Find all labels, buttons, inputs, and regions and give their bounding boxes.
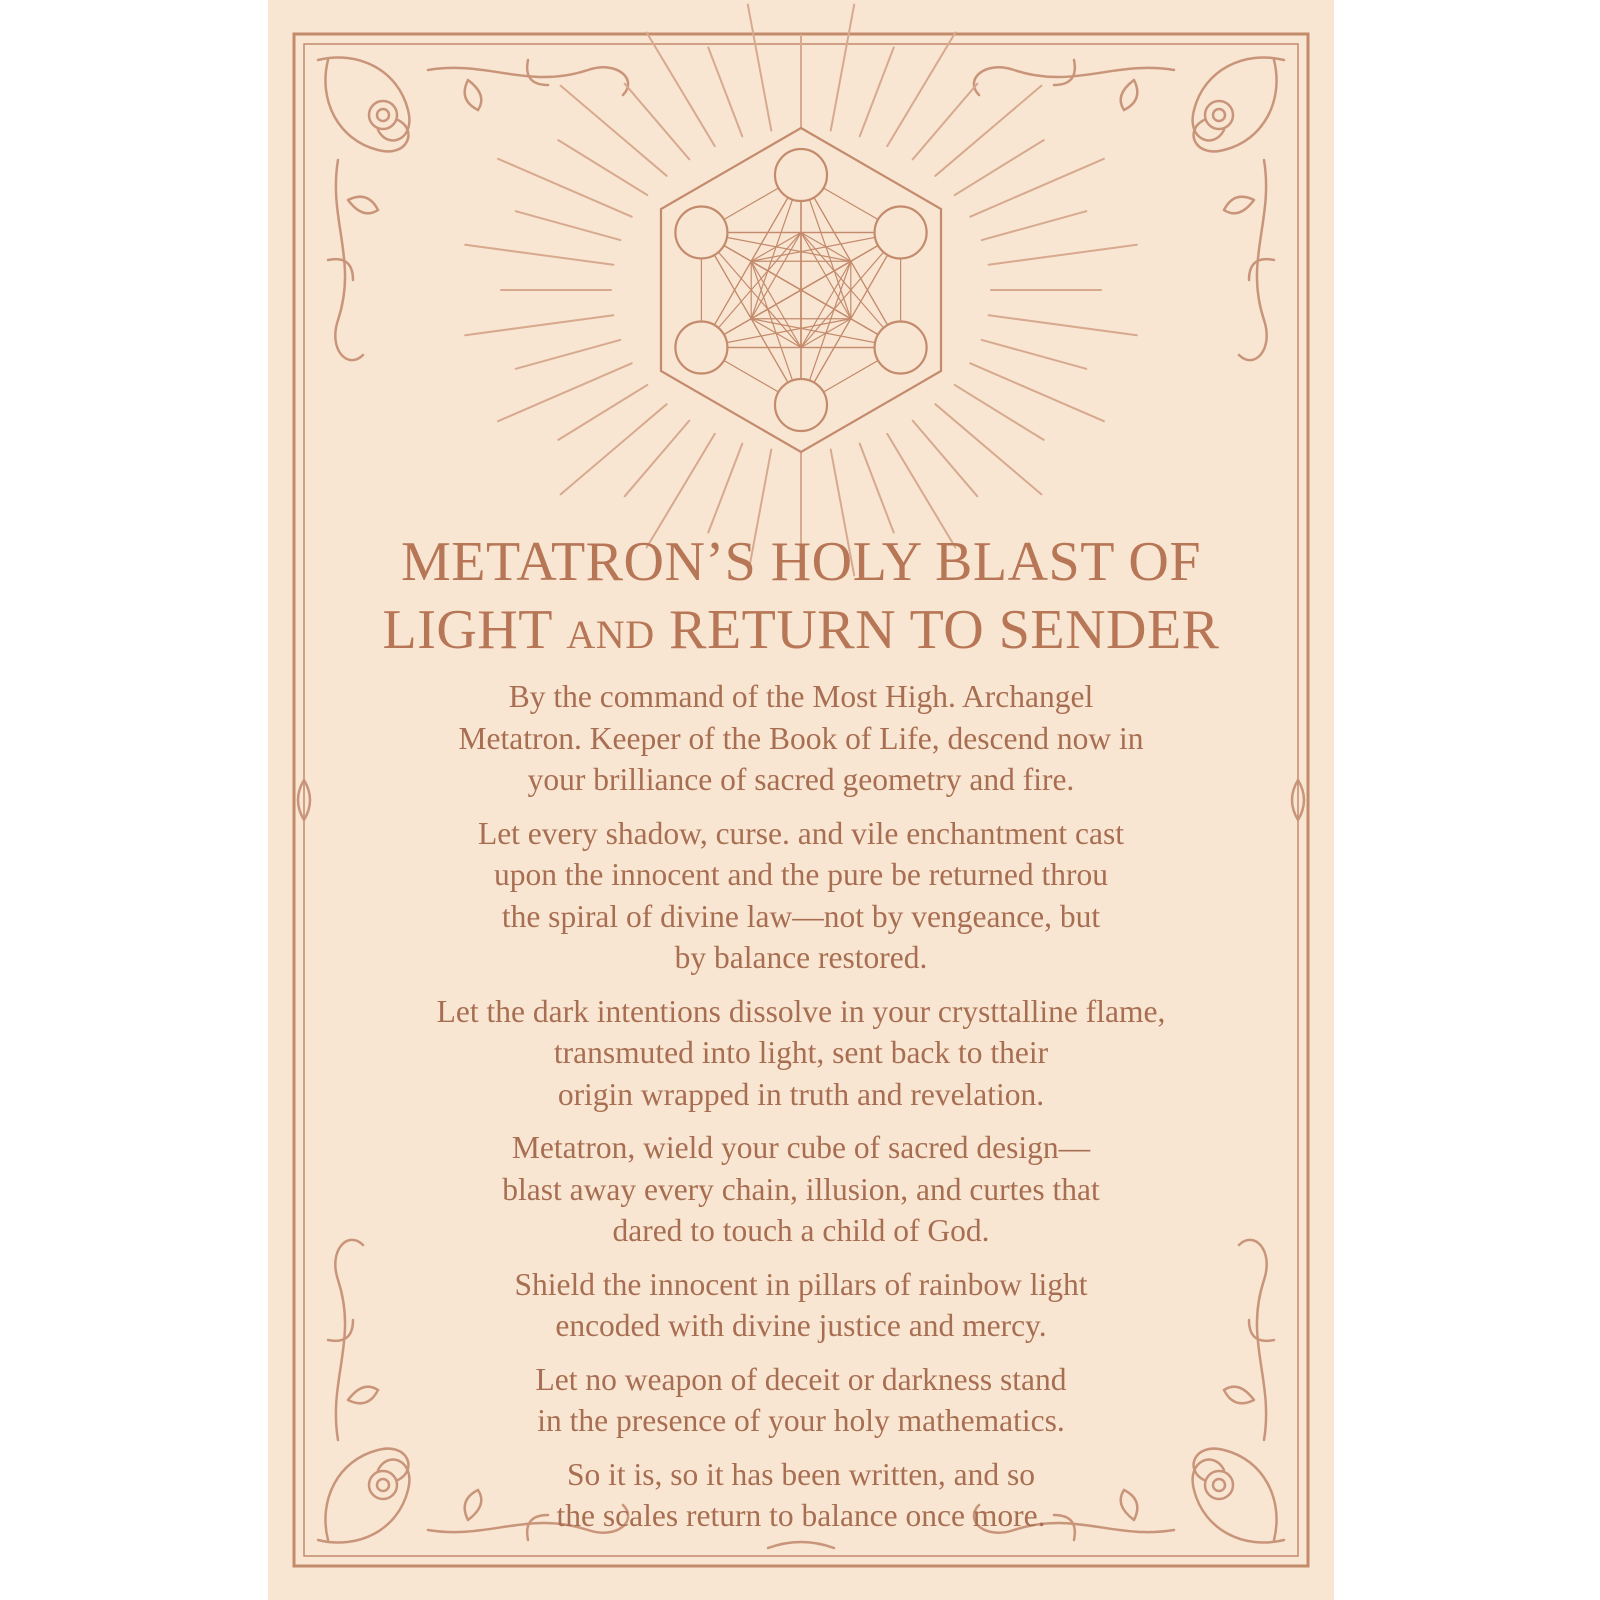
light-ray <box>860 47 894 136</box>
text-line: Metatron. Keeper of the Book of Life, descend now in <box>458 720 1144 756</box>
cube-circle <box>875 207 927 259</box>
text-line: in the presence of your holy mathematics. <box>537 1403 1065 1438</box>
cube-circle <box>875 322 927 374</box>
text-line: by balance restored. <box>674 940 928 975</box>
light-ray <box>465 245 613 265</box>
paragraph <box>348 991 1254 1116</box>
light-ray <box>970 363 1104 421</box>
light-ray <box>516 340 621 369</box>
paragraph <box>348 676 1254 801</box>
light-ray <box>561 404 667 494</box>
title-line-1: METATRON’S HOLY BLAST OF <box>401 531 1201 593</box>
paragraph <box>348 1264 1254 1347</box>
light-ray <box>465 315 613 335</box>
cube-line <box>801 290 851 319</box>
cube-circle <box>675 322 727 374</box>
text-line: encoded with divine justice and mercy. <box>555 1308 1047 1343</box>
title-and: AND <box>566 612 655 657</box>
paragraph <box>348 813 1254 979</box>
text-line: transmuted into light, sent back to their <box>553 1035 1049 1070</box>
light-ray <box>887 32 955 146</box>
light-ray <box>935 86 1041 176</box>
light-ray <box>935 404 1041 494</box>
text-line: your brilliance of sacred geometry and fire. <box>527 762 1075 797</box>
light-ray <box>982 340 1087 369</box>
cube-circle <box>675 207 727 259</box>
metatrons-cube-icon <box>661 128 941 452</box>
text-line: By the command of the Most High. Archangel <box>508 679 1094 714</box>
prayer-body <box>348 676 1254 1549</box>
light-ray <box>561 86 667 176</box>
paragraph <box>348 1359 1254 1442</box>
text-line: So it is, so it has been written, and so <box>566 1456 1036 1492</box>
cube-line <box>751 261 801 290</box>
text-line: Let no weapon of deceit or darkness stand <box>535 1361 1067 1397</box>
cube-line <box>801 261 851 290</box>
text-line: Let every shadow, curse. and vile enchantment cast <box>477 815 1125 851</box>
prayer-card <box>268 0 1334 1600</box>
text-line: Let the dark intentions dissolve in your crysttalline flame, <box>436 993 1166 1029</box>
text-line: blast away every chain, illusion, and curtes that <box>502 1171 1100 1207</box>
light-ray <box>989 245 1137 265</box>
light-ray <box>970 159 1104 217</box>
light-ray <box>989 315 1137 335</box>
text-line: the spiral of divine law—not by vengeance, but <box>501 898 1101 934</box>
text-line: upon the innocent and the pure be returned throu <box>493 857 1109 892</box>
cube-line <box>751 290 801 319</box>
cube-circle <box>775 149 827 201</box>
paragraph <box>348 1454 1254 1537</box>
light-ray <box>982 211 1087 240</box>
paragraph <box>348 1127 1254 1252</box>
light-ray <box>860 444 894 533</box>
text-line: Metatron, wield your cube of sacred design— <box>511 1130 1091 1165</box>
text-line: dared to touch a child of God. <box>612 1213 990 1248</box>
light-ray <box>498 159 632 217</box>
text-line: origin wrapped in truth and revelation. <box>557 1076 1045 1112</box>
light-ray <box>708 47 742 136</box>
light-ray <box>708 444 742 533</box>
light-ray <box>647 32 715 146</box>
prayer-title <box>268 528 1334 669</box>
light-ray <box>748 5 771 131</box>
text-line: Shield the innocent in pillars of rainbow light <box>514 1266 1088 1302</box>
text-line: the scales return to balance once more. <box>556 1498 1046 1533</box>
cube-circle <box>775 379 827 431</box>
title-line-2a: LIGHT <box>382 599 552 661</box>
title-line-2b: RETURN TO SENDER <box>669 599 1220 661</box>
light-ray <box>516 211 621 240</box>
light-ray <box>498 363 632 421</box>
light-ray <box>831 5 854 131</box>
